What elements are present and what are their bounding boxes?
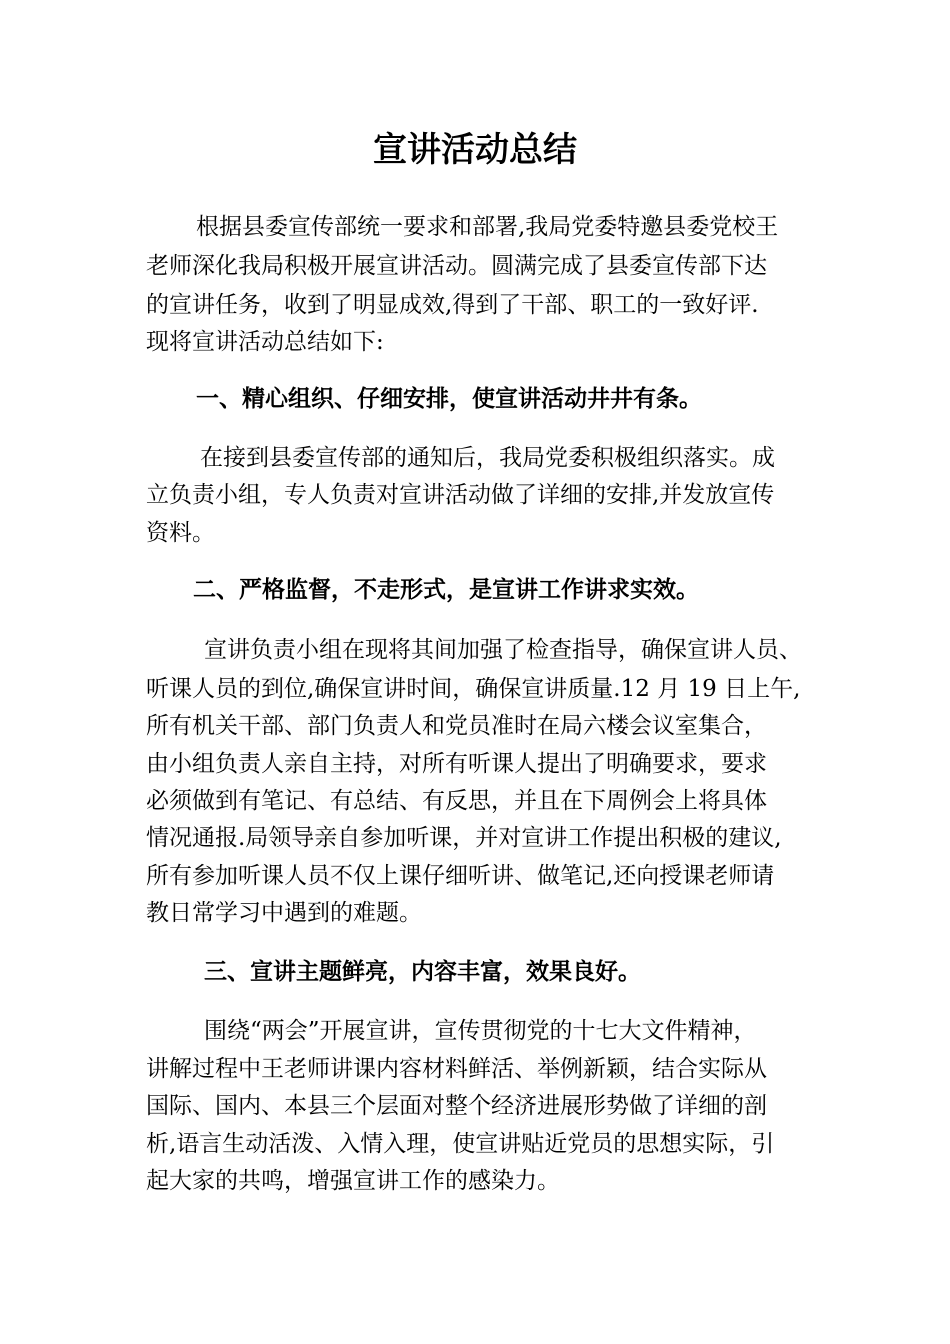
section-3-line-1: 围绕“两会”开展宣讲，宣传贯彻党的十七大文件精神， — [204, 1018, 757, 1044]
section-1-line-3: 资料。 — [146, 520, 215, 546]
section-3-heading: 三、宣讲主题鲜亮，内容丰富，效果良好。 — [204, 958, 641, 985]
intro-line-2: 老师深化我局积极开展宣讲活动。圆满完成了县委宣传部下达 — [146, 253, 767, 279]
section-2-line-3: 所有机关干部、部门负责人和党员准时在局六楼会议室集合， — [146, 713, 767, 739]
intro-line-4: 现将宣讲活动总结如下: — [146, 329, 384, 355]
section-3-line-5: 起大家的共鸣，增强宣讲工作的感染力。 — [146, 1168, 560, 1194]
section-1-heading: 一、精心组织、仔细安排，使宣讲活动井井有条。 — [196, 385, 702, 412]
section-1-line-1: 在接到县委宣传部的通知后，我局党委积极组织落实。成 — [200, 445, 775, 471]
section-2-line-2: 听课人员的到位,确保宣讲时间，确保宣讲质量.12 月 19 日上午, — [146, 676, 801, 702]
section-3-line-2: 讲解过程中王老师讲课内容材料鲜活、举例新颖，结合实际从 — [146, 1056, 767, 1082]
section-2-line-4: 由小组负责人亲自主持，对所有听课人提出了明确要求，要求 — [146, 751, 767, 777]
section-2-line-8: 教日常学习中遇到的难题。 — [146, 900, 422, 926]
intro-line-3: 的宣讲任务，收到了明显成效,得到了干部、职工的一致好评. — [146, 292, 759, 318]
section-2-line-5: 必须做到有笔记、有总结、有反思，并且在下周例会上将具体 — [146, 788, 767, 814]
section-2-line-6: 情况通报.局领导亲自参加听课，并对宣讲工作提出积极的建议, — [146, 825, 782, 851]
section-2-heading: 二、严格监督，不走形式，是宣讲工作讲求实效。 — [193, 576, 699, 603]
document-title: 宣讲活动总结 — [373, 130, 577, 170]
section-2-line-7: 所有参加听课人员不仅上课仔细听讲、做笔记,还向授课老师请 — [146, 863, 775, 889]
section-1-line-2: 立负责小组，专人负责对宣讲活动做了详细的安排,并发放宣传 — [146, 482, 775, 508]
section-3-line-3: 国际、国内、本县三个层面对整个经济进展形势做了详细的剖 — [146, 1093, 767, 1119]
section-3-line-4: 析,语言生动活泼、入情入理，使宣讲贴近党员的思想实际，引 — [146, 1131, 775, 1157]
section-2-line-1: 宣讲负责小组在现将其间加强了检查指导，确保宣讲人员、 — [204, 637, 802, 663]
intro-line-1: 根据县委宣传部统一要求和部署,我局党委特邀县委党校王 — [196, 214, 779, 240]
